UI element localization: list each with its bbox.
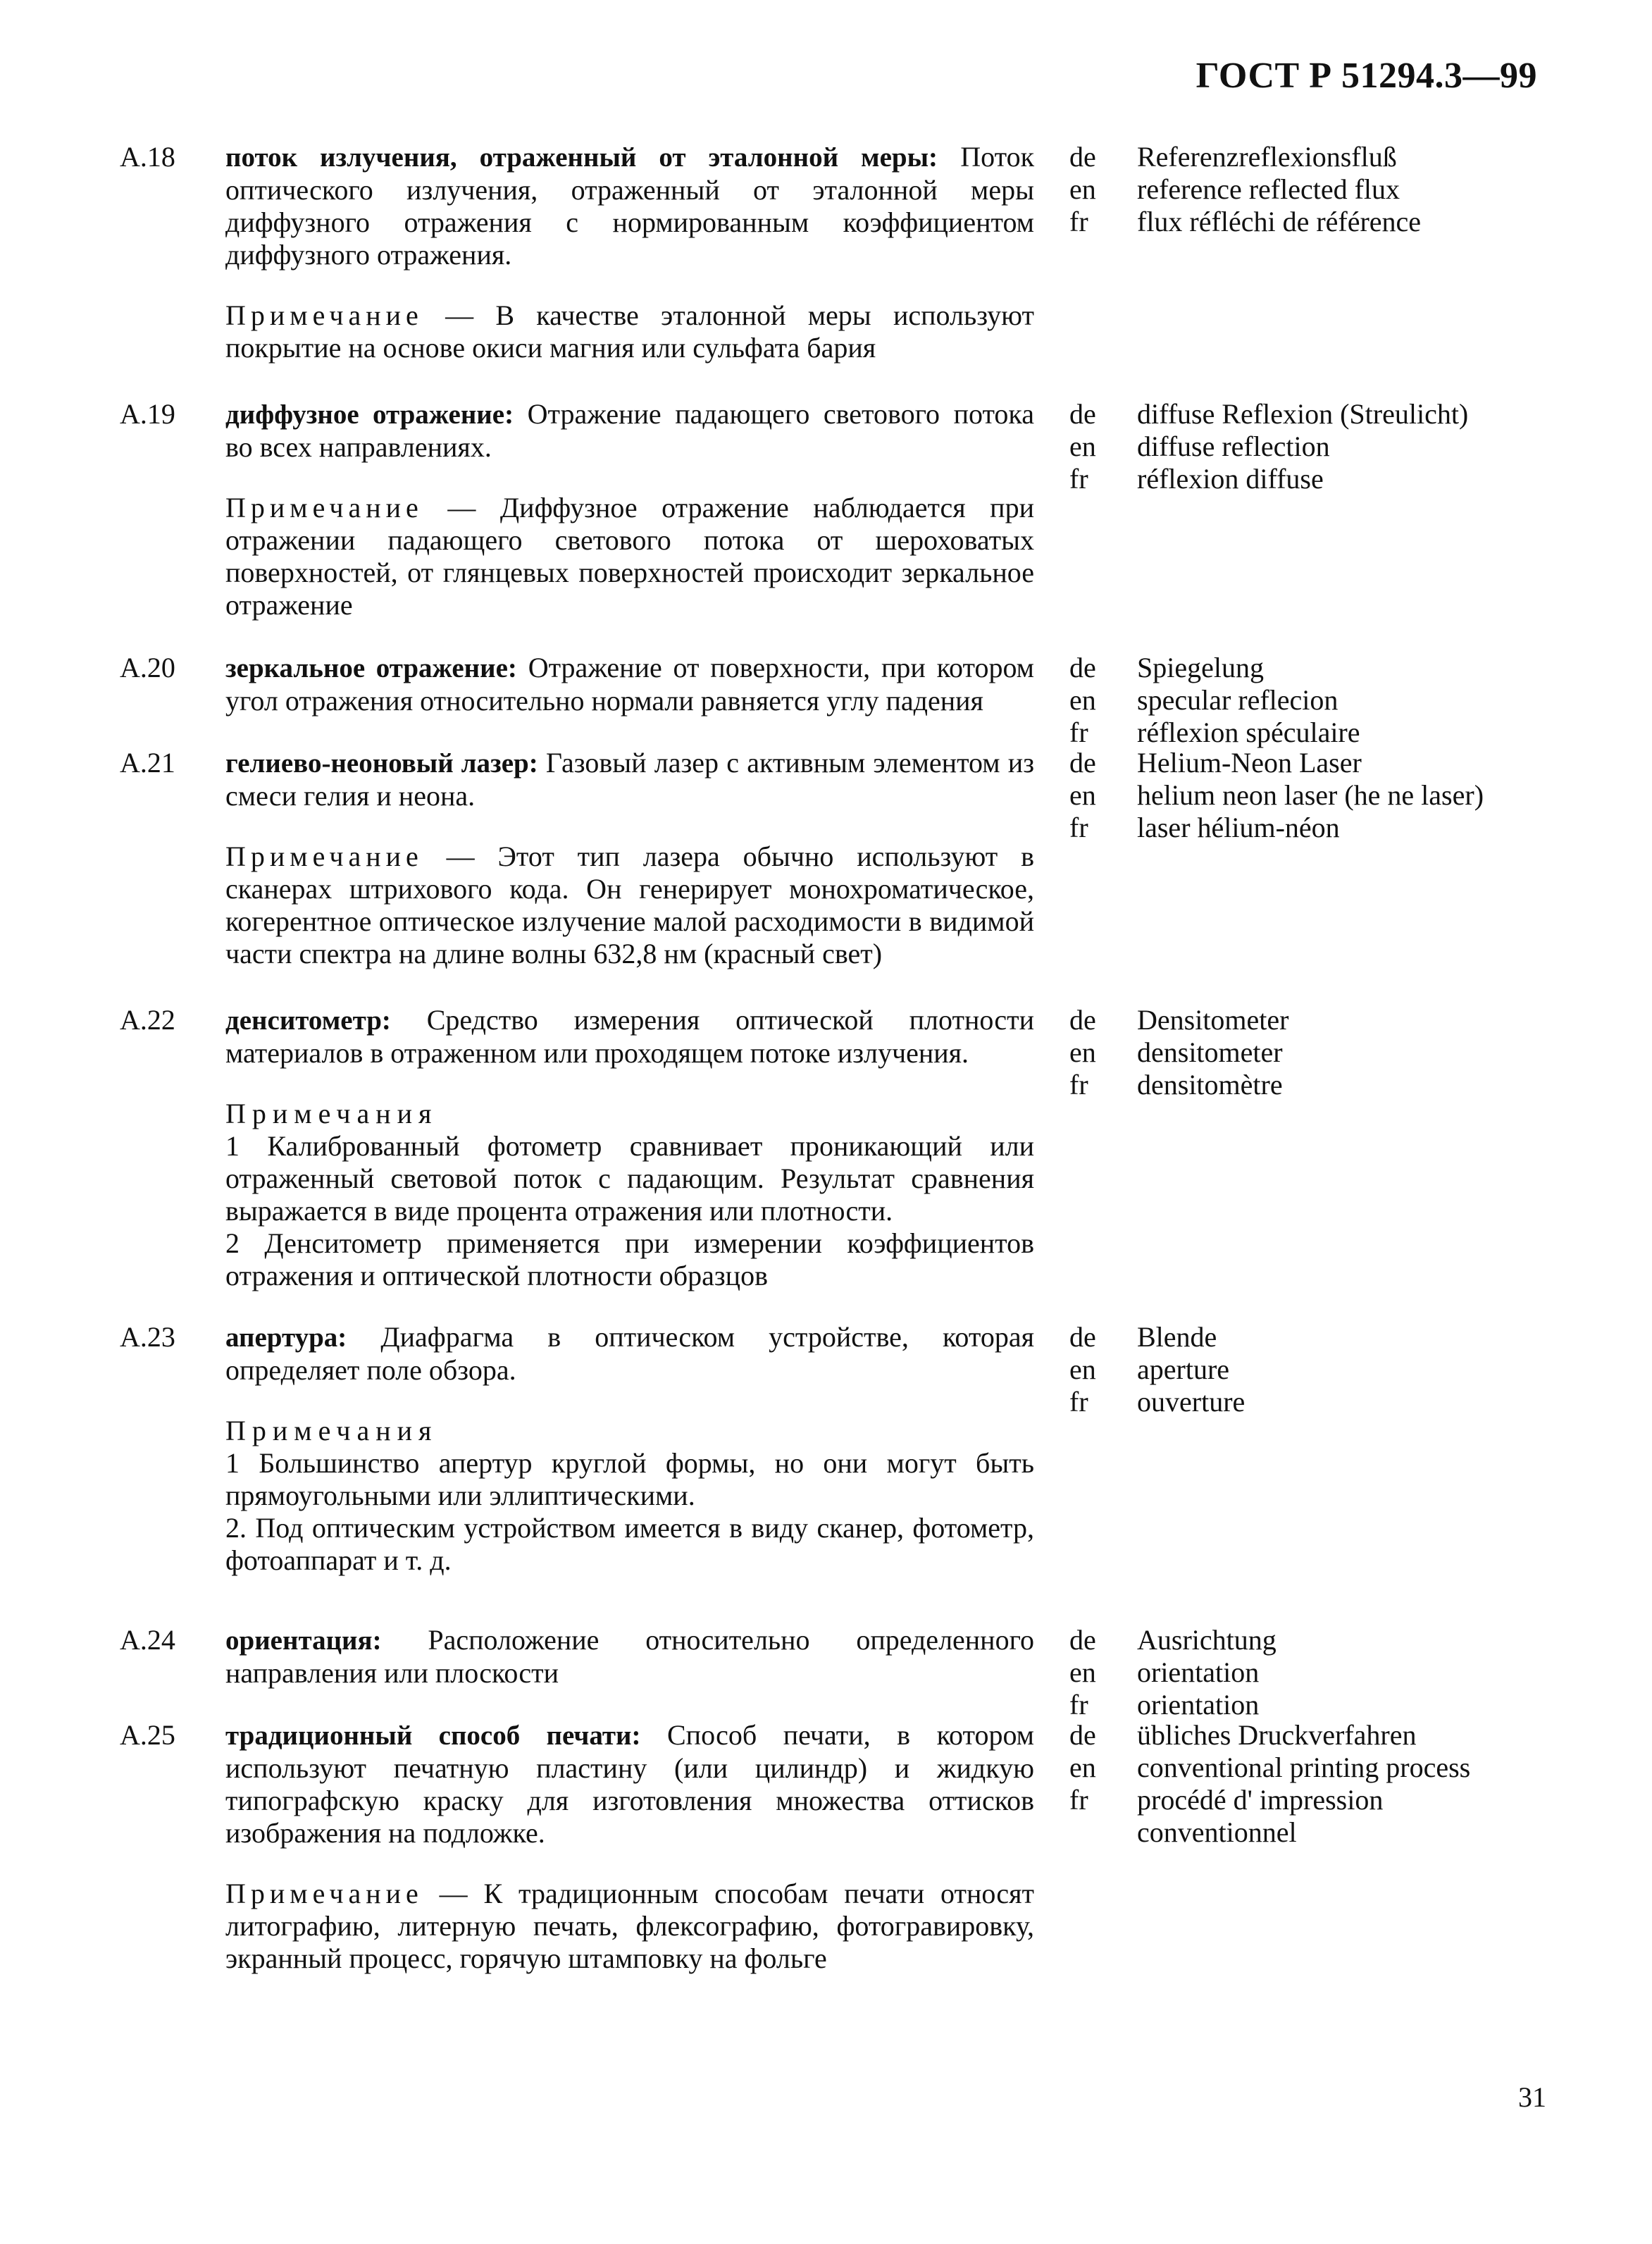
translated-term: aperture [1137,1353,1230,1385]
translation-row-en [1069,430,1468,463]
entry-body [225,652,1034,717]
translations [1069,1624,1277,1721]
definition-paragraph [225,398,1034,464]
translations [1069,1321,1245,1418]
term-definition: Отражение падающего светового потока во всех направлениях. [225,398,1034,463]
translation-row-de [1069,141,1421,173]
notes-heading: Примечания [225,1098,438,1129]
translated-term: densitometer [1137,1036,1283,1068]
definition-paragraph [225,747,1034,812]
page-number: 31 [1518,2081,1546,2113]
term-heading: поток излучения, отраженный от эталонной меры: [225,142,938,173]
term-heading: традиционный способ печати: [225,1721,641,1751]
entry-number: А.23 [120,1321,175,1353]
translated-term: übliches Druckverfahren [1137,1719,1417,1751]
term-definition: Газовый лазер с активным элементом из смеси гелия и неона. [225,747,1034,812]
lang-code: en [1069,1656,1096,1688]
note-paragraph [225,492,1034,621]
notes-heading: Примечания [225,1415,438,1446]
lang-code: en [1069,1353,1096,1385]
document-id-header: ГОСТ Р 51294.3—99 [1195,56,1537,96]
translation-row-en [1069,779,1484,812]
note-text: — Этот тип лазера обычно используют в сканерах штрихового кода. Он генерирует монохроматическое, когерентное оптическое излучение малой расходимости в видимой части спектра на длине волны 632,8 нм (красный свет) [225,841,1034,969]
notes-block [225,1415,1034,1577]
definition-paragraph [225,1321,1034,1387]
translated-term: laser hélium-néon [1137,812,1340,843]
lang-code: en [1069,430,1096,462]
lang-code: de [1069,747,1096,779]
translation-row-fr [1069,717,1360,749]
lang-code: en [1069,1752,1096,1783]
translated-term: reference reflected flux [1137,173,1401,205]
lang-code: de [1069,1719,1096,1751]
translation-row-en [1069,1036,1289,1069]
translated-term: Blende [1137,1321,1217,1353]
translated-term: réflexion spéculaire [1137,717,1360,748]
entry-number: А.18 [120,141,175,173]
note-item: 1 Калиброванный фотометр сравнивает проникающий или отраженный световой поток с падающим. Результат сравнения выражается в виде процента отражения или плотности. [225,1130,1034,1227]
lang-code: fr [1069,1784,1088,1816]
translated-term: diffuse reflection [1137,430,1330,462]
lang-code: de [1069,1624,1096,1656]
note-item: 2 Денситометр применяется при измерении коэффициентов отражения и оптической плотности образцов [225,1227,1034,1291]
lang-code: en [1069,1036,1096,1068]
translation-row-de [1069,398,1468,430]
term-heading: диффузное отражение: [225,399,514,430]
note-paragraph [225,841,1034,970]
translated-term: orientation [1137,1656,1260,1688]
translations [1069,141,1421,238]
lang-code: en [1069,779,1096,811]
lang-code: fr [1069,812,1088,843]
definition-paragraph [225,652,1034,717]
translation-row-en [1069,1353,1245,1386]
definition-paragraph [225,1719,1034,1849]
term-definition: Средство измерения оптической плотности материалов в отраженном или проходящем потоке излучения. [225,1004,1034,1069]
translation-row-de [1069,652,1360,684]
translated-term: orientation [1137,1689,1260,1721]
translation-row-de [1069,1624,1277,1656]
entry-number: А.25 [120,1719,175,1751]
translated-term: flux réfléchi de référence [1137,206,1422,237]
lang-code: en [1069,684,1096,716]
translation-row-en [1069,684,1360,717]
entry-body [225,141,1034,364]
translated-term: Helium-Neon Laser [1137,747,1362,779]
lang-code: fr [1069,463,1088,495]
term-heading: апертура: [225,1322,347,1353]
lang-code: de [1069,1321,1096,1353]
translated-term: conventional printing process [1137,1752,1471,1783]
lang-code: de [1069,398,1096,430]
translation-row-fr [1069,812,1484,844]
entry-number: А.24 [120,1624,175,1656]
lang-code: en [1069,173,1096,205]
term-definition: Расположение относительно определенного направления или плоскости [225,1624,1034,1689]
term-heading: гелиево-неоновый лазер: [225,748,538,779]
note-text: — К традиционным способам печати относят литографию, литерную печать, флексографию, фотогравировку, экранный процесс, горячую штамповку на фольге [225,1878,1034,1974]
translation-row-de [1069,1004,1289,1036]
term-definition: Отражение от поверхности, при котором угол отражения относительно нормали равняется углу падения [225,652,1034,717]
lang-code: fr [1069,1069,1088,1101]
translation-row-de [1069,1719,1503,1752]
note-paragraph [225,1878,1034,1975]
note-text: — В качестве эталонной меры используют покрытие на основе окиси магния или сульфата бария [225,299,1034,364]
note-label: Примечание [225,1878,423,1909]
entry-number: А.20 [120,652,175,683]
translation-row-de [1069,747,1484,779]
translated-term: réflexion diffuse [1137,463,1324,495]
lang-code: fr [1069,1386,1088,1418]
translations [1069,1719,1503,1849]
entry-body [225,398,1034,621]
note-label: Примечание [225,841,423,872]
translation-row-en [1069,1656,1277,1689]
translation-row-fr [1069,1689,1277,1721]
note-label: Примечание [225,492,423,523]
translation-row-fr [1069,463,1468,495]
translation-row-en [1069,173,1421,206]
translated-term: ouverture [1137,1386,1246,1418]
translations [1069,1004,1289,1101]
term-definition: Поток оптического излучения, отраженный от эталонной меры диффузного отражения с нормированным коэффициентом диффузного отражения. [225,141,1035,271]
translated-term: Spiegelung [1137,652,1264,683]
term-definition: Диафрагма в оптическом устройстве, которая определяет поле обзора. [225,1321,1034,1386]
translated-term: Ausrichtung [1137,1624,1277,1656]
entry-number: А.19 [120,398,175,430]
translations [1069,652,1360,749]
definition-paragraph [225,1004,1034,1070]
translation-row-de [1069,1321,1245,1353]
term-definition: Способ печати, в котором используют печатную пластину (или цилиндр) и жидкую типографскую краску для изготовления множества оттисков изображения на подложке. [225,1719,1034,1849]
translated-term: densitomètre [1137,1069,1283,1101]
term-heading: денситометр: [225,1005,391,1036]
translated-term: specular reflecion [1137,684,1339,716]
translated-term: Referenzreflexionsfluß [1137,141,1397,173]
translation-row-fr [1069,1386,1245,1418]
lang-code: de [1069,1004,1096,1036]
translated-term: Densitometer [1137,1004,1289,1036]
entry-body [225,747,1034,970]
translated-term: helium neon laser (he ne laser) [1137,779,1484,811]
lang-code: de [1069,652,1096,683]
notes-block [225,1098,1034,1292]
translated-term: procédé d' impression conventionnel [1137,1784,1384,1848]
definition-paragraph [225,141,1034,271]
note-label: Примечание [225,299,423,331]
entry-number: А.22 [120,1004,175,1036]
term-heading: зеркальное отражение: [225,653,517,683]
note-item: 1 Большинство апертур круглой формы, но они могут быть прямоугольными или эллиптическими. [225,1447,1034,1511]
term-heading: ориентация: [225,1625,382,1656]
translation-row-fr [1069,1784,1503,1849]
entry-body [225,1719,1034,1975]
definition-paragraph [225,1624,1034,1690]
entry-body [225,1624,1034,1690]
translations [1069,398,1468,495]
lang-code: de [1069,141,1096,173]
lang-code: fr [1069,717,1088,748]
translation-row-fr [1069,1069,1289,1101]
entry-body [225,1321,1034,1577]
lang-code: fr [1069,206,1088,237]
note-text: — Диффузное отражение наблюдается при отражении падающего светового потока от шероховатых поверхностей, от глянцевых поверхностей происходит зеркальное отражение [225,492,1034,621]
note-paragraph [225,299,1034,364]
entry-number: А.21 [120,747,175,779]
translated-term: diffuse Reflexion (Streulicht) [1137,398,1469,430]
entry-body [225,1004,1034,1292]
translations [1069,747,1484,844]
translation-row-en [1069,1752,1503,1784]
translation-row-fr [1069,206,1421,238]
lang-code: fr [1069,1689,1088,1721]
note-item: 2. Под оптическим устройством имеется в виду сканер, фотометр, фотоаппарат и т. д. [225,1512,1034,1576]
